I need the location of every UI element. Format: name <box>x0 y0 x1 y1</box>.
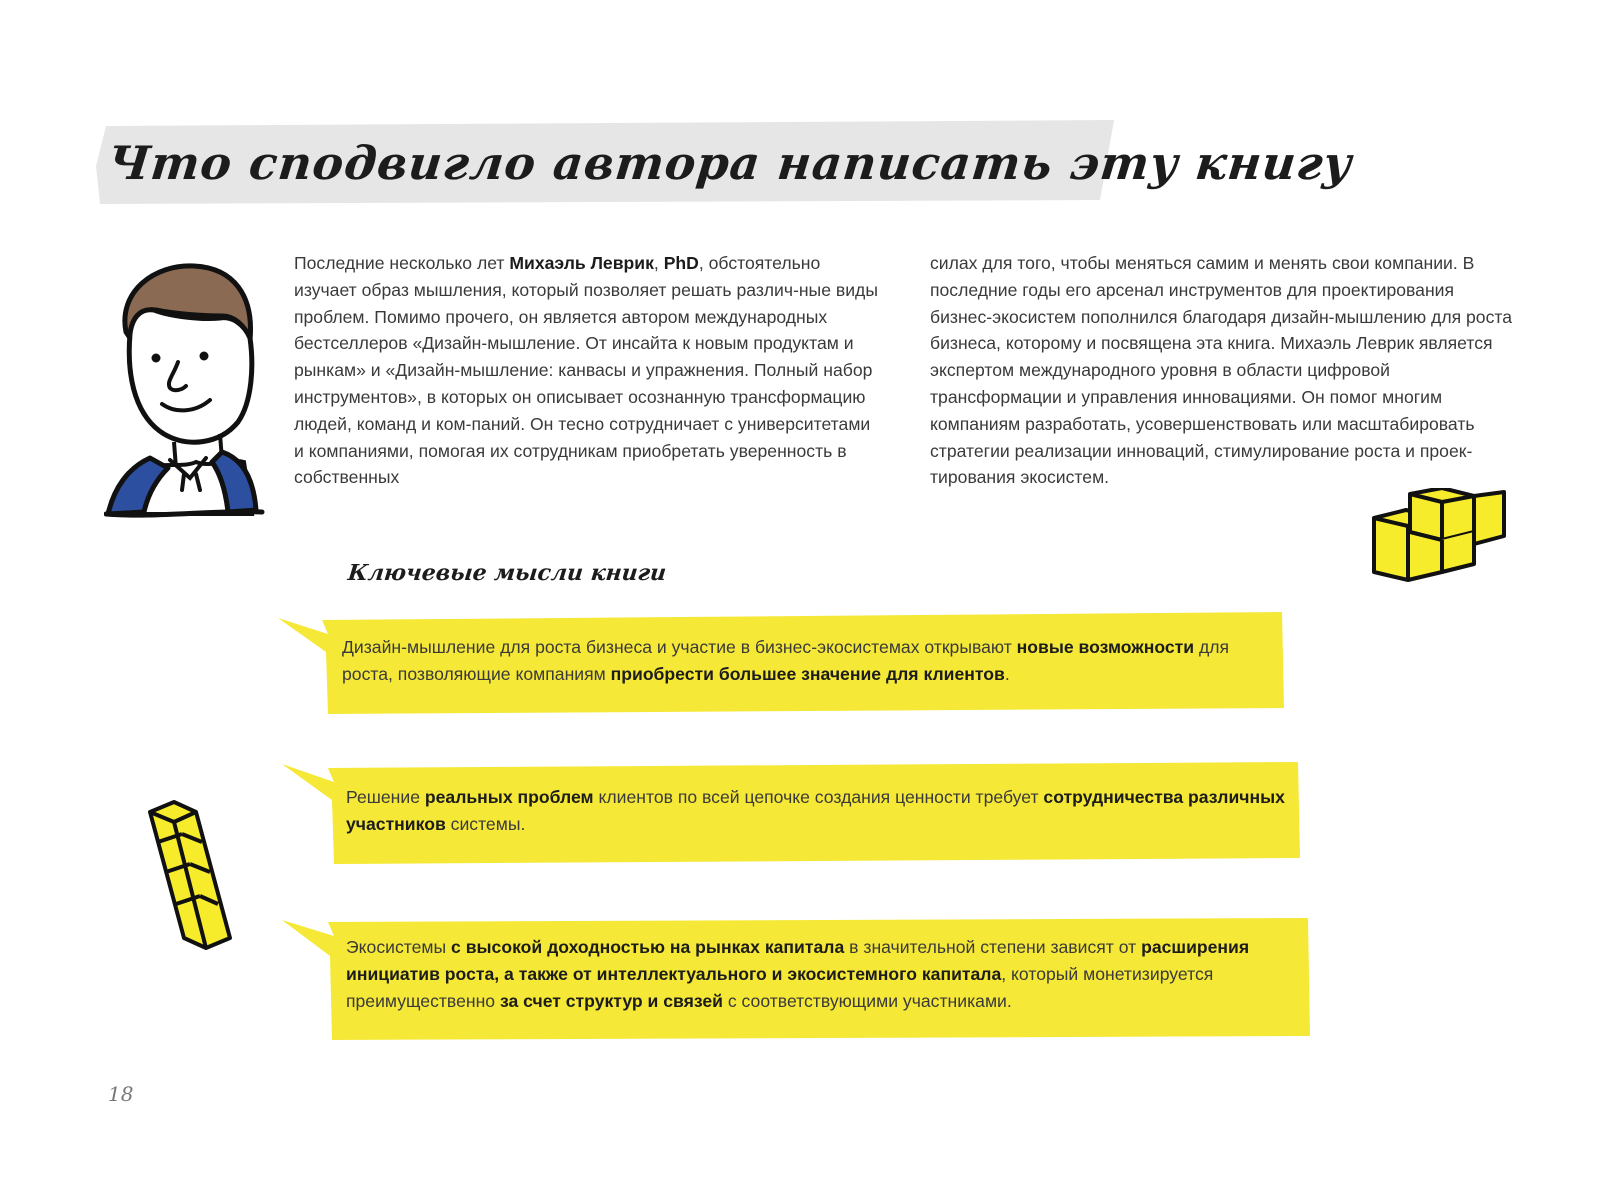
callout-text <box>342 634 1272 688</box>
author-portrait <box>104 262 274 532</box>
callout-card <box>278 612 1288 714</box>
intro-right-column: силах для того, чтобы меняться самим и менять свои компании. В последние годы его арсенал инструментов для проектирования бизнес-экосистем пополнился благодаря дизайн-мышлению для роста бизнеса, которому и посвящена эта книга. Михаэль Леврик является экспертом международного уровня в области цифровой трансформации и управления инновациями. Он помог многим компаниям разработать, усовершенствовать или масштабировать стратегии реализации инноваций, стимулирование роста и проек-тирования экосистем. <box>930 253 1513 488</box>
author-name: Михаэль Леврик <box>509 253 654 273</box>
callout-run: . <box>1004 664 1010 684</box>
callout-run: для роста, позволяющие компаниям <box>342 637 1230 684</box>
yellow-cube-tower-icon <box>146 798 242 961</box>
callout-card <box>282 918 1312 1040</box>
callout-run: системы. <box>445 814 526 834</box>
callout-run: Экосистемы <box>346 937 452 957</box>
page-number: 18 <box>108 1082 134 1106</box>
callout-run: клиентов по всей цепочке создания ценности требует <box>593 787 1044 807</box>
callout-text <box>346 784 1286 838</box>
callout-run: с соответствующими участниками. <box>722 991 1012 1011</box>
author-portrait-icon <box>104 262 274 532</box>
callout-text <box>346 934 1276 1015</box>
intro-left-column <box>294 250 884 491</box>
page-title: Что сподвигло автора написать эту книгу <box>105 136 1356 190</box>
key-ideas-heading: Ключевые мысли книги <box>346 560 668 586</box>
yellow-cubes-icon <box>1370 488 1510 589</box>
intro-text: Последние несколько лет <box>294 253 510 273</box>
intro-text: , обстоятельно изучает образ мышления, который позволяет решать различ-ные виды проблем. Помимо прочего, он является автором международных бестселлеров «Дизайн-мышление. От инсайта к новым продуктам и рынкам» и «Дизайн-мышление: канвасы и упражнения. Полный набор инструментов», в которых он описывает осознанную трансформацию людей, команд и ком-паний. Он тесно сотрудничает с университетами и компаниями, помогая их сотрудникам приобретать уверенность в собственных <box>294 253 878 488</box>
author-degree: PhD <box>663 253 699 273</box>
callout-run: , который монетизируется преимущественно <box>346 964 1214 1011</box>
callout-run: Дизайн-мышление для роста бизнеса и участие в бизнес-экосистемах открывают <box>342 637 1017 657</box>
callout-run: Решение <box>346 787 425 807</box>
callout-emphasis: реальных проблем <box>424 787 594 807</box>
callout-card <box>282 762 1302 864</box>
callout-emphasis: с высокой доходностью на рынках капитала <box>451 937 845 957</box>
callout-emphasis: новые возможности <box>1016 637 1195 657</box>
callout-run: в значительной степени зависят от <box>844 937 1142 957</box>
callout-emphasis: за счет структур и связей <box>499 991 723 1011</box>
callout-emphasis: приобрести большее значение для клиентов <box>610 664 1005 684</box>
callout-emphasis: сотрудничества различных участников <box>346 787 1285 834</box>
callout-emphasis: расширения инициатив роста, а также от интеллектуального и экосистемного капитала <box>346 937 1250 984</box>
intro-comma: , <box>653 253 664 273</box>
